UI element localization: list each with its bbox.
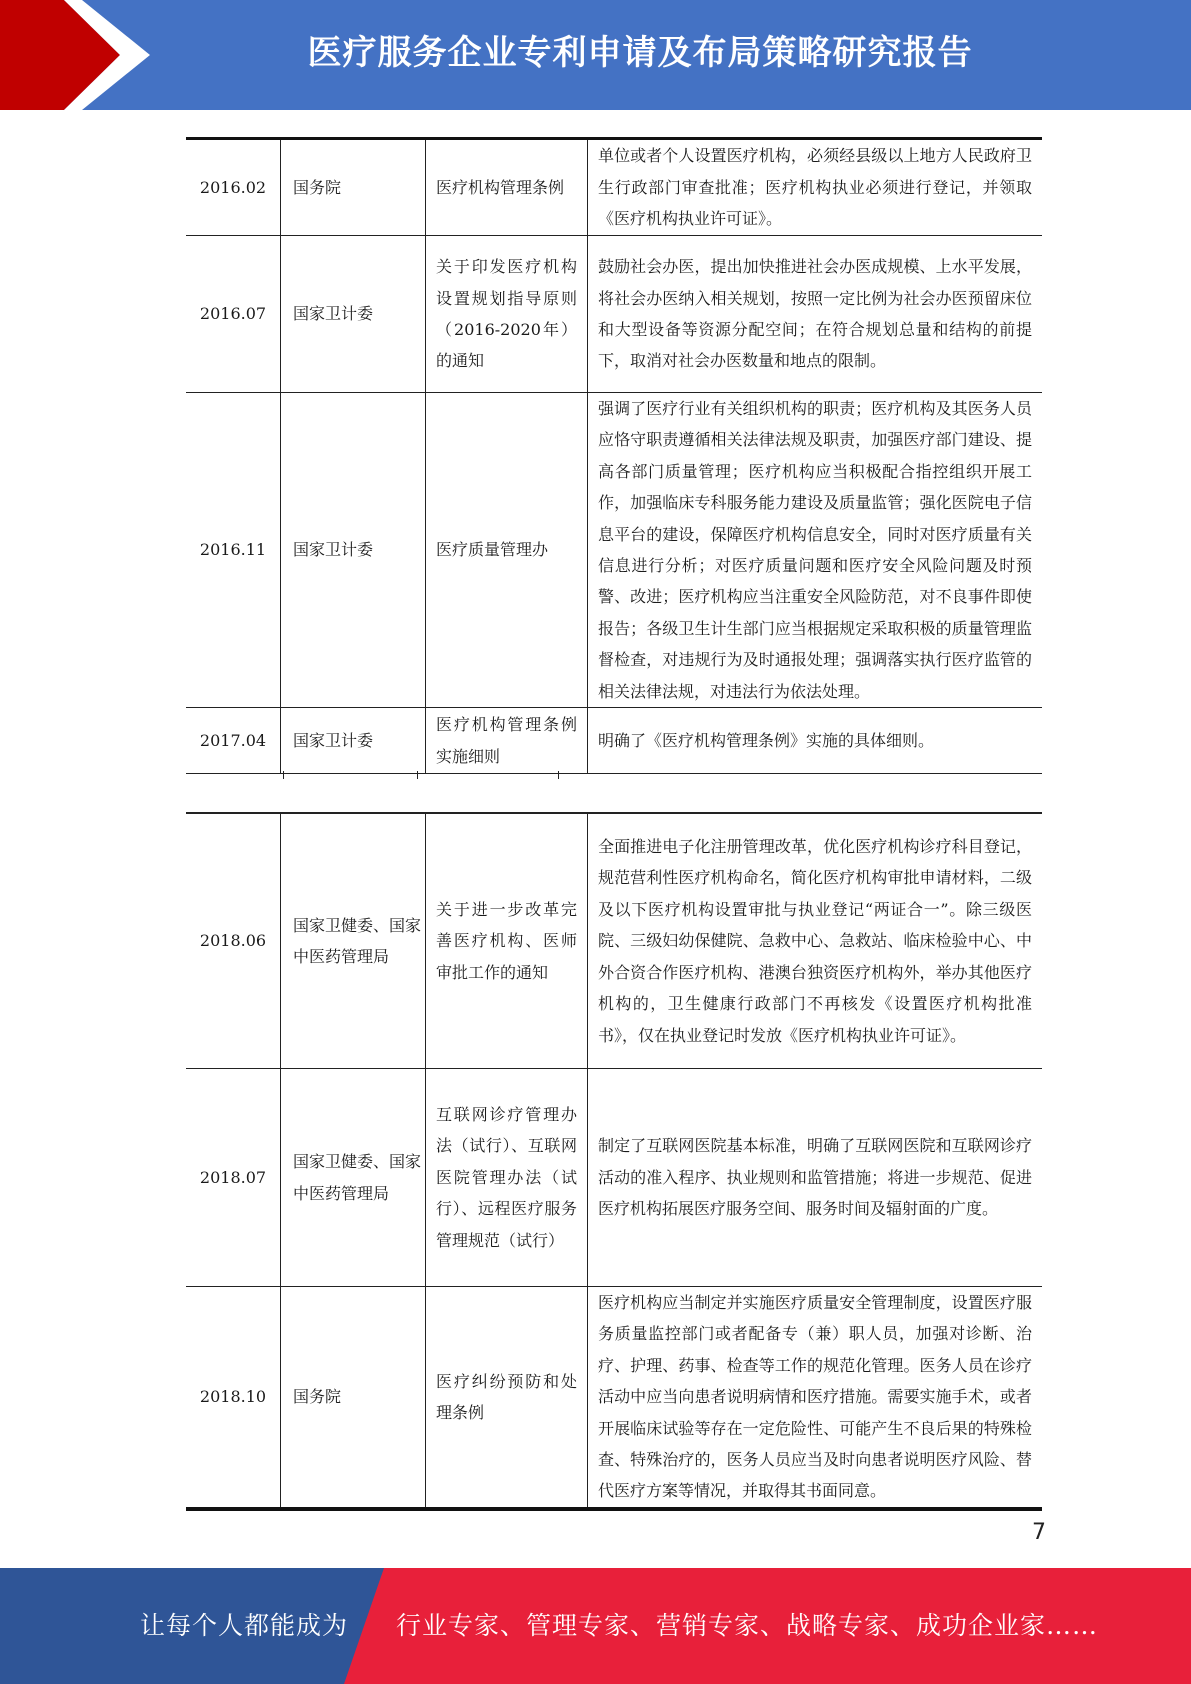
column-stub bbox=[417, 771, 418, 779]
date-cell: 2016.07 bbox=[186, 236, 281, 393]
column-stub bbox=[558, 771, 559, 779]
report-title: 医疗服务企业专利申请及布局策略研究报告 bbox=[307, 33, 973, 73]
document-cell: 医疗质量管理办 bbox=[426, 393, 588, 708]
description-cell: 鼓励社会办医，提出加快推进社会办医成规模、上水平发展，将社会办医纳入相关规划，按照一定比例为社会办医预留床位和大型设备等资源分配空间；在符合规划总量和结构的前提下，取消对社会办医数量和地点的限制。 bbox=[588, 236, 1043, 393]
issuer-cell: 国家卫计委 bbox=[281, 236, 426, 393]
header-banner bbox=[0, 0, 1191, 110]
policy-table-part-2 bbox=[186, 813, 1042, 1511]
issuer-cell: 国务院 bbox=[281, 1287, 426, 1509]
document-cell: 医疗机构管理条例 bbox=[426, 139, 588, 236]
date-cell: 2016.11 bbox=[186, 393, 281, 708]
document-cell: 医疗纠纷预防和处理条例 bbox=[426, 1287, 588, 1509]
table-row bbox=[186, 236, 1042, 393]
issuer-cell: 国家卫计委 bbox=[281, 393, 426, 708]
table-row bbox=[186, 1069, 1042, 1287]
issuer-cell: 国家卫健委、国家中医药管理局 bbox=[281, 1069, 426, 1287]
description-cell: 全面推进电子化注册管理改革，优化医疗机构诊疗科目登记，规范营利性医疗机构命名，简化医疗机构审批申请材料，二级及以下医疗机构设置审批与执业登记“两证合一”。除三级医院、三级妇幼保健院、急救中心、急救站、临床检验中心、中外合资合作医疗机构、港澳台独资医疗机构外，举办其他医疗机构的，卫生健康行政部门不再核发《设置医疗机构批准书》，仅在执业登记时发放《医疗机构执业许可证》。 bbox=[588, 814, 1043, 1069]
document-cell: 关于印发医疗机构设置规划指导原则（2016-2020年）的通知 bbox=[426, 236, 588, 393]
table-row bbox=[186, 139, 1042, 236]
document-cell: 关于进一步改革完善医疗机构、医师审批工作的通知 bbox=[426, 814, 588, 1069]
description-cell: 制定了互联网医院基本标准，明确了互联网医院和互联网诊疗活动的准入程序、执业规则和监管措施；将进一步规范、促进医疗机构拓展医疗服务空间、服务时间及辐射面的广度。 bbox=[588, 1069, 1043, 1287]
table-row bbox=[186, 1287, 1042, 1509]
table-row bbox=[186, 814, 1042, 1069]
document-cell: 医疗机构管理条例实施细则 bbox=[426, 708, 588, 774]
date-cell: 2017.04 bbox=[186, 708, 281, 774]
footer-slogan-left: 让每个人都能成为 bbox=[140, 1611, 349, 1640]
issuer-cell: 国家卫健委、国家中医药管理局 bbox=[281, 814, 426, 1069]
date-cell: 2016.02 bbox=[186, 139, 281, 236]
description-cell: 单位或者个人设置医疗机构，必须经县级以上地方人民政府卫生行政部门审查批准；医疗机构执业必须进行登记，并领取《医疗机构执业许可证》。 bbox=[588, 139, 1043, 236]
description-cell: 医疗机构应当制定并实施医疗质量安全管理制度，设置医疗服务质量监控部门或者配备专（兼）职人员，加强对诊断、治疗、护理、药事、检查等工作的规范化管理。医务人员在诊疗活动中应当向患者说明病情和医疗措施。需要实施手术，或者开展临床试验等存在一定危险性、可能产生不良后果的特殊检查、特殊治疗的，医务人员应当及时向患者说明医疗风险、替代医疗方案等情况，并取得其书面同意。 bbox=[588, 1287, 1043, 1509]
table-row bbox=[186, 708, 1042, 774]
description-cell: 强调了医疗行业有关组织机构的职责；医疗机构及其医务人员应恪守职责遵循相关法律法规及职责，加强医疗部门建设、提高各部门质量管理；医疗机构应当积极配合指控组织开展工作，加强临床专科服务能力建设及质量监管；强化医院电子信息平台的建设，保障医疗机构信息安全，同时对医疗质量有关信息进行分析；对医疗质量问题和医疗安全风险问题及时预警、改进；医疗机构应当注重安全风险防范，对不良事件即使报告；各级卫生计生部门应当根据规定采取积极的质量管理监督检查，对违规行为及时通报处理；强调落实执行医疗监管的相关法律法规，对违法行为依法处理。 bbox=[588, 393, 1043, 708]
footer-banner bbox=[0, 1568, 1191, 1684]
description-cell: 明确了《医疗机构管理条例》实施的具体细则。 bbox=[588, 708, 1043, 774]
document-cell: 互联网诊疗管理办法（试行）、互联网医院管理办法（试行）、远程医疗服务管理规范（试行） bbox=[426, 1069, 588, 1287]
date-cell: 2018.10 bbox=[186, 1287, 281, 1509]
date-cell: 2018.07 bbox=[186, 1069, 281, 1287]
page-number: 7 bbox=[1032, 1520, 1046, 1545]
date-cell: 2018.06 bbox=[186, 814, 281, 1069]
issuer-cell: 国家卫计委 bbox=[281, 708, 426, 774]
issuer-cell: 国务院 bbox=[281, 139, 426, 236]
footer-slogan-right: 行业专家、管理专家、营销专家、战略专家、成功企业家…… bbox=[396, 1611, 1099, 1640]
column-stub bbox=[283, 771, 284, 779]
policy-table-part-1 bbox=[186, 137, 1042, 774]
table-row bbox=[186, 393, 1042, 708]
